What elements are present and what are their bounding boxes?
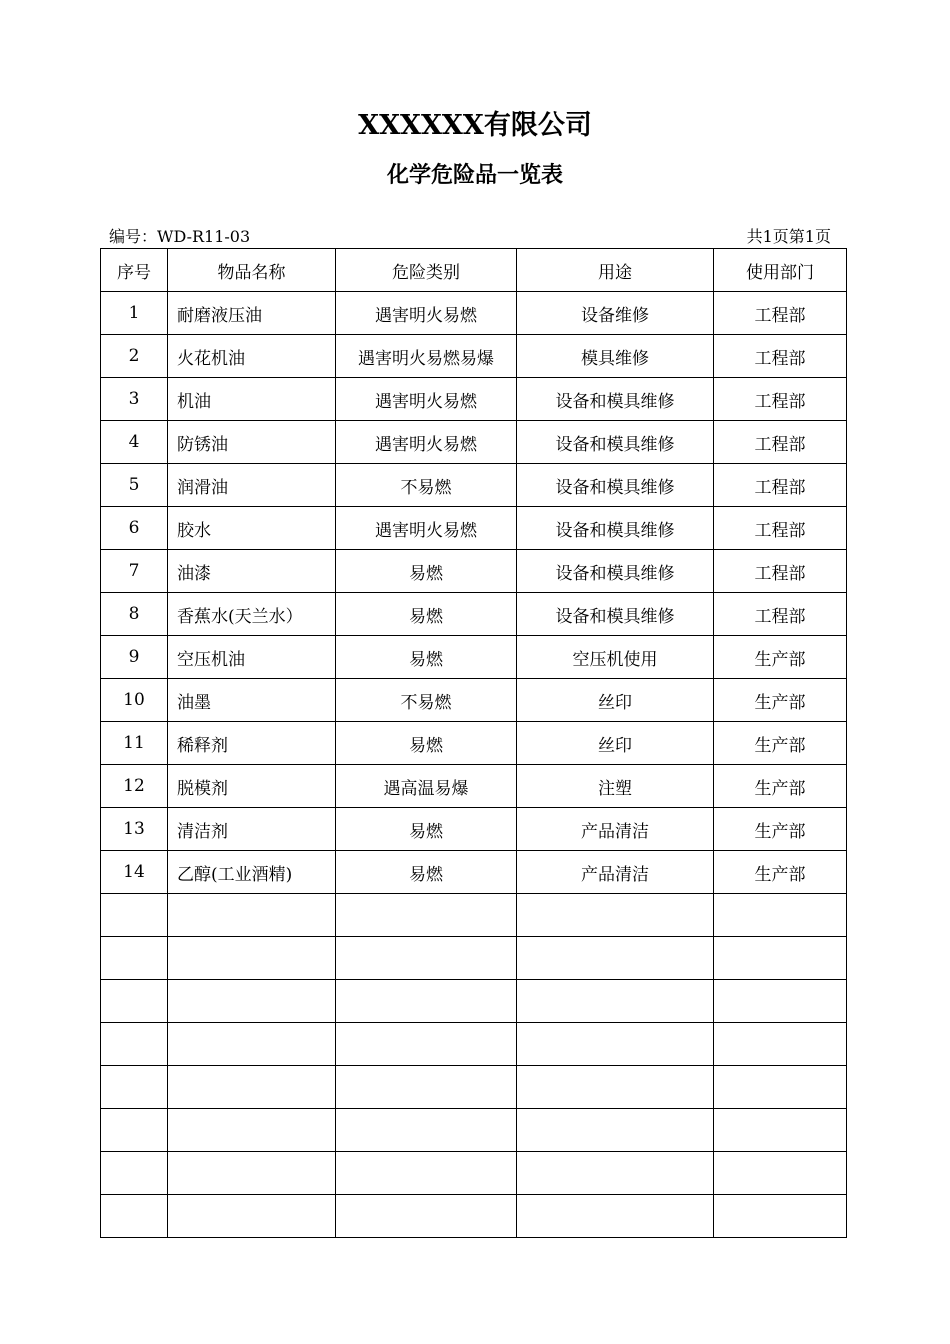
cell-item-name: 香蕉水(天兰水） xyxy=(168,593,336,636)
cell-department: 工程部 xyxy=(714,507,847,550)
cell-no: 1 xyxy=(101,292,168,335)
empty-cell xyxy=(168,894,336,937)
table-row xyxy=(101,507,847,550)
table-row xyxy=(101,636,847,679)
cell-item-name: 空压机油 xyxy=(168,636,336,679)
cell-item-name: 脱模剂 xyxy=(168,765,336,808)
cell-no: 8 xyxy=(101,593,168,636)
cell-usage: 丝印 xyxy=(517,679,714,722)
empty-cell xyxy=(168,937,336,980)
document-title: 化学危险品一览表 xyxy=(386,162,563,188)
cell-department: 工程部 xyxy=(714,335,847,378)
table-row xyxy=(101,378,847,421)
empty-table-row xyxy=(101,1152,847,1195)
cell-hazard-type: 遇害明火易燃 xyxy=(336,507,517,550)
cell-no: 2 xyxy=(101,335,168,378)
table-row xyxy=(101,808,847,851)
company-title: XXXXXX有限公司 xyxy=(358,110,592,141)
cell-department: 工程部 xyxy=(714,292,847,335)
empty-cell xyxy=(517,1152,714,1195)
table-row xyxy=(101,464,847,507)
empty-table-row xyxy=(101,894,847,937)
empty-cell xyxy=(517,894,714,937)
cell-item-name: 耐磨液压油 xyxy=(168,292,336,335)
column-header-hazard: 危险类别 xyxy=(336,249,517,292)
cell-item-name: 清洁剂 xyxy=(168,808,336,851)
empty-cell xyxy=(168,1023,336,1066)
cell-hazard-type: 遇高温易爆 xyxy=(336,765,517,808)
cell-department: 生产部 xyxy=(714,722,847,765)
cell-item-name: 稀释剂 xyxy=(168,722,336,765)
cell-item-name: 乙醇(工业酒精) xyxy=(168,851,336,894)
empty-cell xyxy=(517,1066,714,1109)
empty-cell xyxy=(714,1109,847,1152)
table-header-row xyxy=(101,249,847,292)
empty-table-row xyxy=(101,1195,847,1238)
empty-cell xyxy=(517,1023,714,1066)
table-row xyxy=(101,593,847,636)
column-header-usage: 用途 xyxy=(517,249,714,292)
table-row xyxy=(101,421,847,464)
cell-item-name: 胶水 xyxy=(168,507,336,550)
page-count: 共1页第1页 xyxy=(746,227,831,246)
empty-table-row xyxy=(101,1109,847,1152)
cell-usage: 设备和模具维修 xyxy=(517,378,714,421)
table-row xyxy=(101,550,847,593)
empty-cell xyxy=(336,1023,517,1066)
empty-cell xyxy=(336,1066,517,1109)
empty-cell xyxy=(714,980,847,1023)
column-header-no: 序号 xyxy=(101,249,168,292)
empty-cell xyxy=(168,1109,336,1152)
empty-cell xyxy=(101,1066,168,1109)
cell-department: 生产部 xyxy=(714,636,847,679)
cell-item-name: 润滑油 xyxy=(168,464,336,507)
cell-no: 9 xyxy=(101,636,168,679)
cell-hazard-type: 遇害明火易燃易爆 xyxy=(336,335,517,378)
table-row xyxy=(101,335,847,378)
empty-cell xyxy=(101,1152,168,1195)
empty-cell xyxy=(101,1023,168,1066)
cell-hazard-type: 易燃 xyxy=(336,593,517,636)
cell-no: 10 xyxy=(101,679,168,722)
table-row xyxy=(101,851,847,894)
cell-item-name: 油漆 xyxy=(168,550,336,593)
cell-department: 工程部 xyxy=(714,378,847,421)
cell-usage: 设备和模具维修 xyxy=(517,464,714,507)
cell-usage: 模具维修 xyxy=(517,335,714,378)
cell-department: 工程部 xyxy=(714,421,847,464)
cell-hazard-type: 遇害明火易燃 xyxy=(336,378,517,421)
empty-cell xyxy=(101,894,168,937)
cell-hazard-type: 不易燃 xyxy=(336,679,517,722)
cell-usage: 设备和模具维修 xyxy=(517,550,714,593)
cell-no: 13 xyxy=(101,808,168,851)
cell-department: 生产部 xyxy=(714,679,847,722)
cell-department: 工程部 xyxy=(714,593,847,636)
empty-cell xyxy=(336,937,517,980)
table-row xyxy=(101,765,847,808)
empty-table-row xyxy=(101,980,847,1023)
cell-no: 12 xyxy=(101,765,168,808)
column-header-name: 物品名称 xyxy=(168,249,336,292)
cell-usage: 空压机使用 xyxy=(517,636,714,679)
cell-hazard-type: 易燃 xyxy=(336,550,517,593)
cell-hazard-type: 不易燃 xyxy=(336,464,517,507)
cell-hazard-type: 易燃 xyxy=(336,636,517,679)
cell-no: 11 xyxy=(101,722,168,765)
cell-usage: 产品清洁 xyxy=(517,808,714,851)
cell-usage: 设备维修 xyxy=(517,292,714,335)
column-header-dept: 使用部门 xyxy=(714,249,847,292)
empty-cell xyxy=(714,1023,847,1066)
empty-cell xyxy=(517,1109,714,1152)
cell-usage: 设备和模具维修 xyxy=(517,507,714,550)
cell-item-name: 防锈油 xyxy=(168,421,336,464)
cell-no: 5 xyxy=(101,464,168,507)
table-row xyxy=(101,679,847,722)
cell-hazard-type: 遇害明火易燃 xyxy=(336,292,517,335)
cell-usage: 产品清洁 xyxy=(517,851,714,894)
empty-cell xyxy=(101,1109,168,1152)
empty-cell xyxy=(168,1152,336,1195)
empty-cell xyxy=(517,980,714,1023)
table-row xyxy=(101,722,847,765)
empty-cell xyxy=(714,937,847,980)
empty-cell xyxy=(336,1109,517,1152)
cell-department: 生产部 xyxy=(714,808,847,851)
empty-cell xyxy=(336,980,517,1023)
cell-item-name: 机油 xyxy=(168,378,336,421)
cell-usage: 丝印 xyxy=(517,722,714,765)
empty-table-row xyxy=(101,1023,847,1066)
empty-cell xyxy=(714,894,847,937)
cell-item-name: 油墨 xyxy=(168,679,336,722)
cell-hazard-type: 遇害明火易燃 xyxy=(336,421,517,464)
cell-department: 工程部 xyxy=(714,550,847,593)
cell-no: 14 xyxy=(101,851,168,894)
cell-usage: 设备和模具维修 xyxy=(517,421,714,464)
table-body xyxy=(101,292,847,1238)
cell-usage: 注塑 xyxy=(517,765,714,808)
cell-no: 7 xyxy=(101,550,168,593)
hazard-table xyxy=(100,248,847,1238)
empty-table-row xyxy=(101,1066,847,1109)
cell-hazard-type: 易燃 xyxy=(336,851,517,894)
empty-cell xyxy=(336,894,517,937)
empty-cell xyxy=(714,1152,847,1195)
cell-hazard-type: 易燃 xyxy=(336,808,517,851)
empty-table-row xyxy=(101,937,847,980)
cell-hazard-type: 易燃 xyxy=(336,722,517,765)
cell-no: 4 xyxy=(101,421,168,464)
cell-department: 生产部 xyxy=(714,765,847,808)
empty-cell xyxy=(336,1195,517,1238)
empty-cell xyxy=(517,1195,714,1238)
cell-usage: 设备和模具维修 xyxy=(517,593,714,636)
empty-cell xyxy=(101,937,168,980)
cell-no: 6 xyxy=(101,507,168,550)
empty-cell xyxy=(101,980,168,1023)
empty-cell xyxy=(336,1152,517,1195)
cell-department: 生产部 xyxy=(714,851,847,894)
cell-item-name: 火花机油 xyxy=(168,335,336,378)
table-row xyxy=(101,292,847,335)
document-code: 编号：WD-R11-03 xyxy=(109,227,251,246)
cell-department: 工程部 xyxy=(714,464,847,507)
empty-cell xyxy=(714,1195,847,1238)
empty-cell xyxy=(168,1066,336,1109)
cell-no: 3 xyxy=(101,378,168,421)
empty-cell xyxy=(168,980,336,1023)
empty-cell xyxy=(714,1066,847,1109)
empty-cell xyxy=(168,1195,336,1238)
empty-cell xyxy=(517,937,714,980)
empty-cell xyxy=(101,1195,168,1238)
